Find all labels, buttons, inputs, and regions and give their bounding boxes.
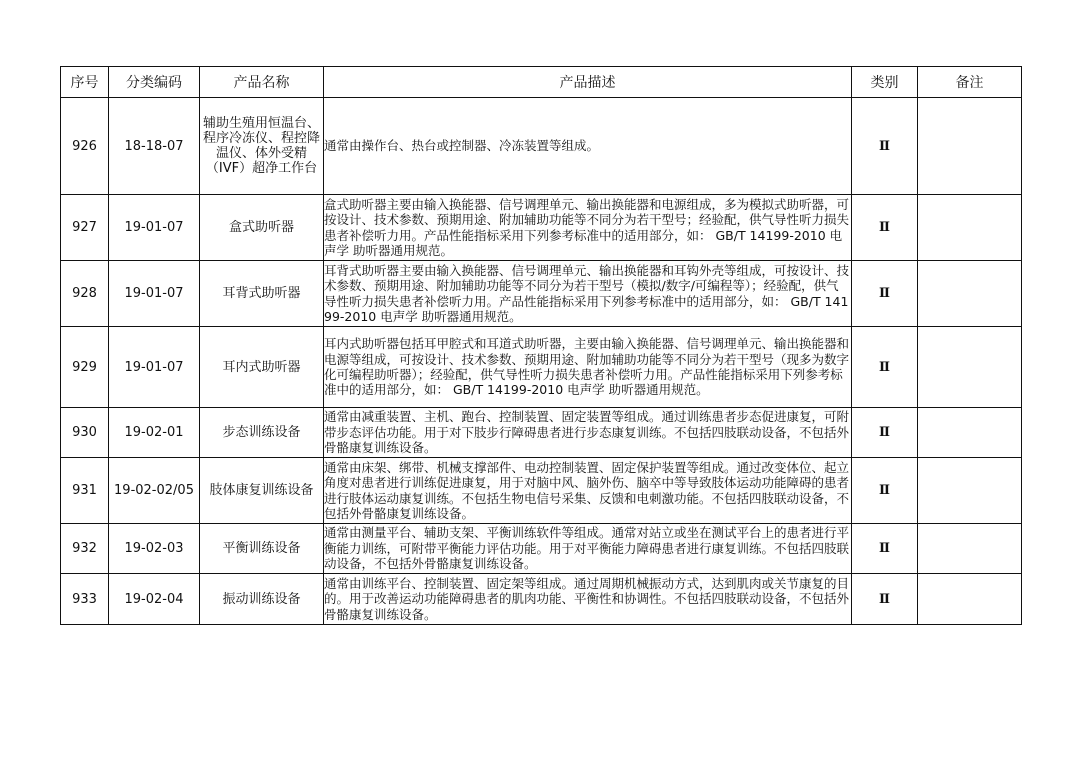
cell-remarks [918,524,1022,574]
cell-product-description: 通常由减重装置、主机、跑台、控制装置、固定装置等组成。通过训练患者步态促进康复，可附带步态评估功能。用于对下肢步行障碍患者进行步态康复训练。不包括四肢联动设备，不包括外骨骼康复训练设备。 [324,408,852,458]
cell-product-description: 通常由训练平台、控制装置、固定架等组成。通过周期机械振动方式，达到肌肉或关节康复的目的。用于改善运动功能障碍患者的肌肉功能、平衡性和协调性。不包括四肢联动设备，不包括外骨骼康复训练设备。 [324,574,852,625]
header-product-description: 产品描述 [324,67,852,98]
cell-class: Ⅱ [852,458,918,524]
cell-product-description: 耳内式助听器包括耳甲腔式和耳道式助听器，主要由输入换能器、信号调理单元、输出换能器和电源等组成，可按设计、技术参数、预期用途、附加辅助功能等不同分为若干型号（现多为数字化可编程助听器）；经验配，供气导性听力损失患者补偿听力用。产品性能指标采用下列参考标准中的适用部分，如： GB/T 14199-2010 电声学 助听器通用规范。 [324,327,852,408]
table-row [61,458,1022,524]
header-remarks: 备注 [918,67,1022,98]
cell-class: Ⅱ [852,98,918,195]
cell-product-description: 通常由测量平台、辅助支架、平衡训练软件等组成。通常对站立或坐在测试平台上的患者进行平衡能力训练，可附带平衡能力评估功能。用于对平衡能力障碍患者进行康复训练。不包括四肢联动设备，不包括外骨骼康复训练设备。 [324,524,852,574]
cell-serial-number: 928 [61,261,109,327]
header-serial-number: 序号 [61,67,109,98]
cell-remarks [918,98,1022,195]
table-row [61,524,1022,574]
cell-category-code: 19-01-07 [109,327,200,408]
table-row [61,327,1022,408]
cell-product-description: 通常由操作台、热台或控制器、冷冻装置等组成。 [324,98,852,195]
cell-product-description: 通常由床架、绑带、机械支撑部件、电动控制装置、固定保护装置等组成。通过改变体位、起立角度对患者进行训练促进康复，用于对脑中风、脑外伤、脑卒中等导致肢体运动功能障碍的患者进行肢体运动康复训练。不包括生物电信号采集、反馈和电刺激功能。不包括四肢联动设备，不包括外骨骼康复训练设备。 [324,458,852,524]
table-row [61,261,1022,327]
cell-remarks [918,574,1022,625]
cell-serial-number: 932 [61,524,109,574]
cell-class: Ⅱ [852,524,918,574]
cell-serial-number: 926 [61,98,109,195]
cell-class: Ⅱ [852,327,918,408]
cell-category-code: 18-18-07 [109,98,200,195]
cell-category-code: 19-01-07 [109,261,200,327]
cell-product-name: 步态训练设备 [200,408,324,458]
cell-serial-number: 931 [61,458,109,524]
cell-product-name: 平衡训练设备 [200,524,324,574]
cell-category-code: 19-02-03 [109,524,200,574]
cell-class: Ⅱ [852,261,918,327]
cell-serial-number: 930 [61,408,109,458]
cell-product-name: 肢体康复训练设备 [200,458,324,524]
cell-product-name: 耳内式助听器 [200,327,324,408]
cell-remarks [918,195,1022,261]
cell-product-description: 盒式助听器主要由输入换能器、信号调理单元、输出换能器和电源组成，多为模拟式助听器，可按设计、技术参数、预期用途、附加辅助功能等不同分为若干型号；经验配，供气导性听力损失患者补偿听力用。产品性能指标采用下列参考标准中的适用部分，如： GB/T 14199-2010 电声学 助听器通用规范。 [324,195,852,261]
cell-class: Ⅱ [852,408,918,458]
cell-category-code: 19-01-07 [109,195,200,261]
cell-class: Ⅱ [852,195,918,261]
cell-serial-number: 929 [61,327,109,408]
cell-product-name: 盒式助听器 [200,195,324,261]
cell-category-code: 19-02-04 [109,574,200,625]
header-category-code: 分类编码 [109,67,200,98]
cell-remarks [918,261,1022,327]
header-class: 类别 [852,67,918,98]
cell-product-description: 耳背式助听器主要由输入换能器、信号调理单元、输出换能器和耳钩外壳等组成，可按设计、技术参数、预期用途、附加辅助功能等不同分为若干型号（模拟/数字/可编程等）；经验配，供气导性听力损失患者补偿听力用。产品性能指标采用下列参考标准中的适用部分，如： GB/T 14199-2010 电声学 助听器通用规范。 [324,261,852,327]
header-product-name: 产品名称 [200,67,324,98]
cell-category-code: 19-02-01 [109,408,200,458]
cell-remarks [918,408,1022,458]
cell-serial-number: 933 [61,574,109,625]
cell-product-name: 耳背式助听器 [200,261,324,327]
cell-remarks [918,458,1022,524]
cell-product-name: 辅助生殖用恒温台、程序冷冻仪、程控降温仪、体外受精（IVF）超净工作台 [200,98,324,195]
cell-serial-number: 927 [61,195,109,261]
cell-category-code: 19-02-02/05 [109,458,200,524]
table-row [61,98,1022,195]
table-row [61,195,1022,261]
cell-class: Ⅱ [852,574,918,625]
cell-product-name: 振动训练设备 [200,574,324,625]
table-header-row [61,67,1022,98]
cell-remarks [918,327,1022,408]
table-row [61,408,1022,458]
product-catalog-table [60,66,1022,625]
table-row [61,574,1022,625]
